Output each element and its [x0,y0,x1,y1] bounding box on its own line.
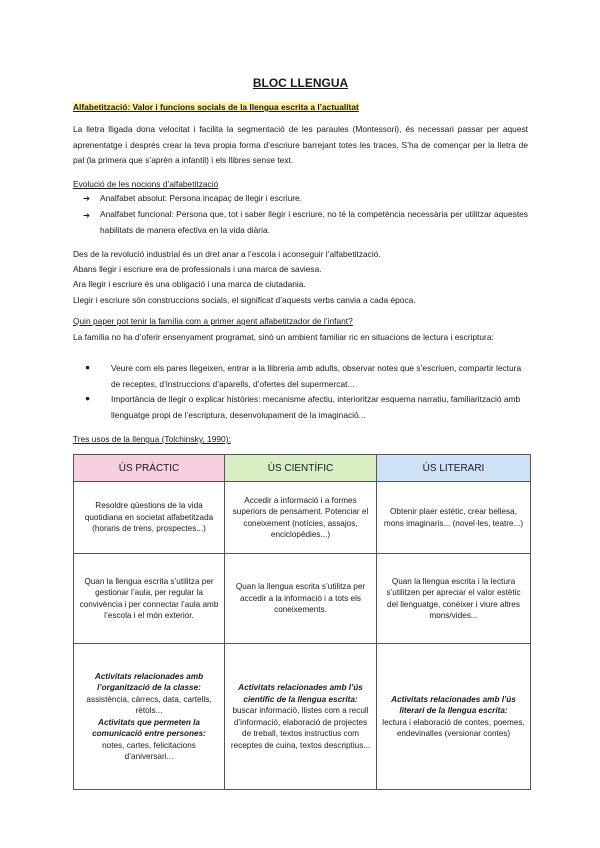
dot-bullet-icon: ● [85,393,91,403]
history-line: Des de la revolució industrial és un dret anar a l’escola i aconseguir l’alfabetització. [73,249,381,259]
activity-heading: Activitats que permeten la comunicació entre persones: [92,717,206,738]
familia-item: Importància de llegir o explicar històries: mecanisme afectiu, interioritzar esquema narratiu, familiarització amb llenguatge propi de l’escriptura, desenvolupament de la imaginació... [111,394,521,420]
table-cell: Quan la llengua escrita s’utilitza per gestionar l’aula, per regular la convivència i per connectar l’aula amb l’escola i el món exterior. [74,554,225,644]
intro-paragraph: La lletra lligada dona velocitat i facilita la segmentació de les paraules (Montessori), és necessari passar per aquest aprenentatge i després crear la teva propia forma d’escriure barrejant totes les traces. S’ha de començar per la lletra de pal (la primera que s’aprèn a infantil) i els llibres sense text. [73,124,528,165]
familia-heading: Quin paper pot tenir la família com a primer agent alfabetitzador de l’infant? [73,316,353,326]
evolucio-item: Analfabet absolut: Persona incapaç de llegir i escriure. [100,193,303,203]
section-subtitle: Alfabetització: Valor i funcions socials de la llengua escrita a l’actualitat [73,102,359,112]
table-cell [74,644,225,790]
table-cell: Quan la llengua escrita i la lectura s’utilitzen per apreciar el valor estètic del llenguatge, conèixer i viure altres mons/vides... [377,554,531,644]
table-row [74,644,531,790]
dot-bullet-icon: ● [85,362,91,372]
activity-text: assistència, càrrecs, data, cartells, rètols... [86,694,212,715]
table-cell [377,644,531,790]
usos-heading: Tres usos de la llengua (Tolchinsky, 1990): [73,434,231,444]
usos-header-row [74,455,531,482]
history-line: Ara llegir i escriure és una obligació i una marca de ciutadania. [73,279,306,289]
header-us-literari: ÚS LITERARI [377,455,531,482]
arrow-bullet-icon: ➔ [83,193,91,203]
familia-item: Veure com els pares llegeixen, entrar a la llibreria amb adults, observar notes que s’escriuen, compartir lectura de receptes, d’instruccions d’aparells, d’ofertes del supermercat... [111,363,522,389]
activity-heading: Activitats relacionades amb l’organització de la classe: [94,671,204,692]
arrow-bullet-icon: ➔ [83,210,91,220]
activity-text: buscar informació, llistes com a recull d’informació, elaboració de projectes de treball, textos instructius com receptes de cuina, textos descriptius... [230,706,371,750]
page-title: BLOC LLENGUA [252,76,349,90]
history-line: Llegir i escriure són construccions socials, el significat d’aquests verbs canvia a cada època. [73,295,416,305]
evolucio-heading: Evolució de les nocions d’alfabetització [73,179,219,189]
table-cell: Quan la llengua escrita s’utilitza per accedir a la informació i a tots els coneixements. [225,554,377,644]
table-cell [225,644,377,790]
header-us-cientific: ÚS CIENTÍFIC [225,455,377,482]
table-row [74,554,531,644]
header-us-practic: ÚS PRÀCTIC [74,455,225,482]
table-cell: Resoldre qüestions de la vida quotidiana en societat alfabetitzada (horaris de trens, prospectes...) [74,482,225,554]
activity-heading: Activitats relacionades amb l’ús literari de la llengua escrita: [391,694,516,715]
table-cell: Accedir a informació i a formes superiors de pensament. Potenciar el coneixement (notícies, assajos, enciclopèdies...) [225,482,377,554]
activity-heading: Activitats relacionades amb l’ús científic de la llengua escrita: [238,683,363,704]
table-cell: Obtenir plaer estètic, crear bellesa, mons imaginaris... (novel·les, teatre...) [377,482,531,554]
history-line: Abans llegir i escriure era de professionals i una marca de saviesa. [73,264,322,274]
usos-table [73,454,531,790]
evolucio-item: Analfabet funcional: Persona que, tot i saber llegir i escriure, no té la competència necessària per utilitzar aquestes habilitats de manera efectiva en la vida diària. [100,209,528,235]
table-row [74,482,531,554]
activity-text: lectura i elaboració de contes, poemes, endevinalles (versionar contes) [382,717,525,738]
activity-text: notes, cartes, felicitacions d’aniversari... [102,740,196,761]
familia-paragraph: La família no ha d’oferir ensenyament programat, sinó un ambient familiar ric en situacions de lectura i escriptura: [73,332,494,342]
